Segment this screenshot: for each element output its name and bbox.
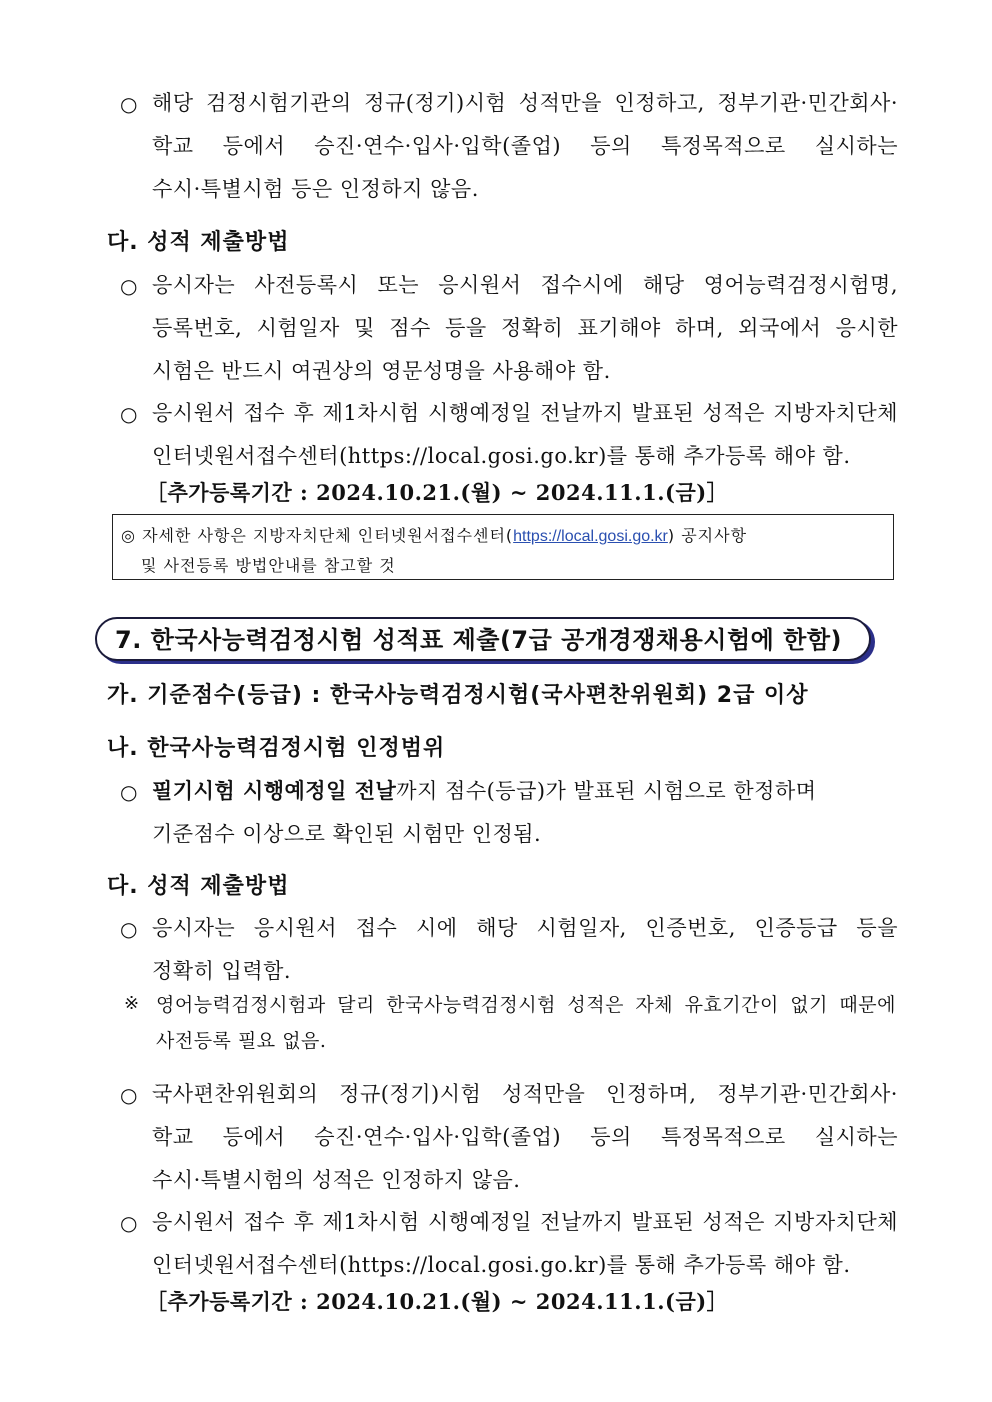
section-heading-ga: 가. 기준점수(등급) : 한국사능력검정시험(국사편찬위원회) 2급 이상 (107, 683, 809, 708)
p6-line-1: 국사편찬위원회의 정규(정기)시험 성적만을 인정하며, 정부기관·민간회사· (152, 1082, 898, 1106)
p3-url[interactable]: https://local.gosi.go.kr (347, 444, 599, 468)
section-heading-na: 나. 한국사능력검정시험 인정범위 (107, 736, 446, 761)
p1-line-1: 해당 검정시험기관의 정규(정기)시험 성적만을 인정하고, 정부기관·민간회사· (152, 91, 898, 115)
p4-line-1 (152, 774, 817, 808)
p4-bold-text: 필기시험 시행예정일 전날 (152, 779, 397, 803)
note-line-1-post: ) 공지사항 (667, 526, 748, 545)
bullet-circle: ○ (120, 1083, 138, 1107)
bullet-circle: ○ (120, 274, 138, 298)
p1-line-3: 수시·특별시험 등은 인정하지 않음. (152, 177, 479, 201)
bullet-circle: ○ (120, 917, 138, 941)
note-mark: ◎ (121, 526, 136, 545)
p7-line-2-pre: 인터넷원서접수센터( (152, 1253, 348, 1277)
p6-line-3: 수시·특별시험의 성적은 인정하지 않음. (152, 1168, 521, 1192)
p7-registration-period: ［추가등록기간 : 2024.10.21.(월) ~ 2024.11.1.(금)］ (146, 1289, 729, 1314)
reference-line-1: 영어능력검정시험과 달리 한국사능력검정시험 성적은 자체 유효기간이 없기 때문에 (156, 994, 896, 1016)
bullet-circle: ○ (120, 780, 138, 804)
reference-line-2: 사전등록 필요 없음. (156, 1030, 327, 1052)
p4-line-1-rest: 까지 점수(등급)가 발표된 시험으로 한정하며 (396, 779, 817, 803)
p2-line-2: 등록번호, 시험일자 및 점수 등을 정확히 표기해야 하며, 외국에서 응시한 (152, 316, 898, 340)
note-url-link[interactable]: https://local.gosi.go.kr (513, 528, 668, 545)
p5-line-1: 응시자는 응시원서 접수 시에 해당 시험일자, 인증번호, 인증등급 등을 (152, 916, 898, 940)
section-heading-da-1: 다. 성적 제출방법 (107, 230, 290, 255)
bullet-circle: ○ (120, 1211, 138, 1235)
note-line-1 (121, 523, 747, 546)
p4-line-2: 기준점수 이상으로 확인된 시험만 인정됨. (152, 822, 542, 846)
p3-line-2-pre: 인터넷원서접수센터( (152, 444, 348, 468)
p7-url[interactable]: https://local.gosi.go.kr (347, 1253, 599, 1277)
note-box (112, 514, 894, 580)
section-7-banner (95, 617, 871, 661)
p3-line-2-post: )를 통해 추가등록 해야 함. (598, 444, 851, 468)
bullet-circle: ○ (120, 92, 138, 116)
bullet-circle: ○ (120, 402, 138, 426)
p3-line-1: 응시원서 접수 후 제1차시험 시행예정일 전날까지 발표된 성적은 지방자치단체 (152, 401, 898, 425)
p7-line-2 (152, 1248, 851, 1282)
p7-line-2-post: )를 통해 추가등록 해야 함. (598, 1253, 851, 1277)
note-line-1-pre: 자세한 사항은 지방자치단체 인터넷원서접수센터( (142, 526, 514, 545)
p2-line-1: 응시자는 사전등록시 또는 응시원서 접수시에 해당 영어능력검정시험명, (152, 273, 898, 297)
p5-line-2: 정확히 입력함. (152, 959, 292, 983)
p1-line-2: 학교 등에서 승진·연수·입사·입학(졸업) 등의 특정목적으로 실시하는 (152, 134, 898, 158)
p6-line-2: 학교 등에서 승진·연수·입사·입학(졸업) 등의 특정목적으로 실시하는 (152, 1125, 898, 1149)
p3-line-2 (152, 439, 851, 473)
p7-line-1: 응시원서 접수 후 제1차시험 시행예정일 전날까지 발표된 성적은 지방자치단체 (152, 1210, 898, 1234)
p2-line-3: 시험은 반드시 여권상의 영문성명을 사용해야 함. (152, 359, 611, 383)
section-heading-da-2: 다. 성적 제출방법 (107, 874, 290, 899)
p3-registration-period: ［추가등록기간 : 2024.10.21.(월) ~ 2024.11.1.(금)］ (146, 480, 729, 505)
section-7-title: 7. 한국사능력검정시험 성적표 제출(7급 공개경쟁채용시험에 한함) (115, 626, 843, 654)
reference-mark: ※ (124, 993, 140, 1014)
note-line-2: 및 사전등록 방법안내를 참고할 것 (141, 556, 396, 575)
